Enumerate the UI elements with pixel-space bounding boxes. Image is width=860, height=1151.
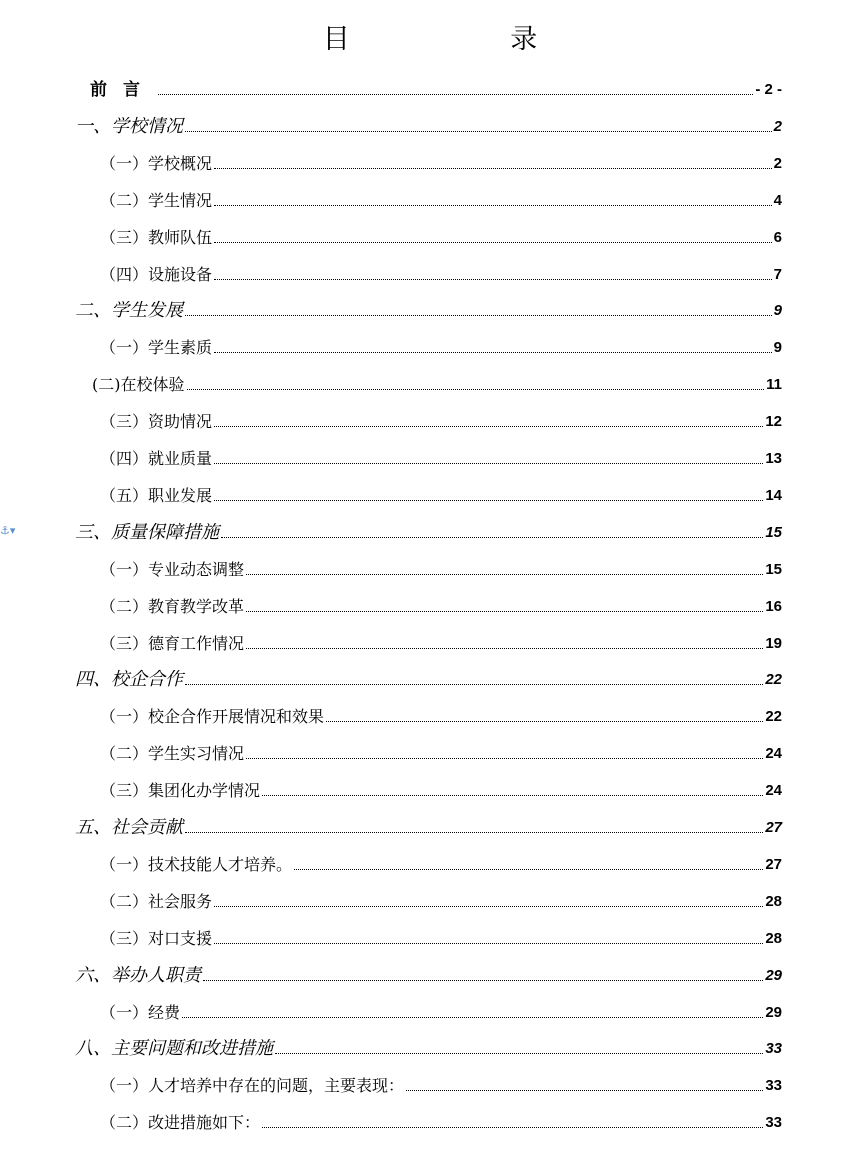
toc-entry[interactable] <box>100 407 782 433</box>
page-title: 目 录 <box>322 24 614 55</box>
toc-leader-dots <box>221 537 763 538</box>
toc-entry-label: 二、学生发展 <box>75 300 183 322</box>
toc-entry-page: 33 <box>765 1077 782 1095</box>
toc-leader-dots <box>187 389 765 390</box>
toc-entry[interactable] <box>100 924 782 950</box>
toc-leader-dots <box>406 1090 763 1091</box>
toc-entry-page: 28 <box>765 892 782 910</box>
toc-entry-page: 12 <box>765 413 782 431</box>
toc-entry-label: （二）教育教学改革 <box>100 596 245 616</box>
toc-entry-label: （二）学生实习情况 <box>100 744 245 764</box>
toc-entry-page: 14 <box>765 486 782 504</box>
toc-entry-label: （一）人才培养中存在的问题，主要表现： <box>100 1076 405 1096</box>
toc-entry[interactable] <box>100 592 782 618</box>
toc-leader-dots <box>326 721 763 722</box>
toc-entry-label: （五）职业发展 <box>100 485 213 505</box>
toc-entry-page: 24 <box>765 745 782 763</box>
toc-entry-page: 19 <box>765 634 782 652</box>
toc-entry-label: （二）社会服务 <box>100 891 213 911</box>
toc-entry-page: 2 <box>773 117 782 135</box>
toc-leader-dots <box>214 500 763 501</box>
toc-entry-page: 27 <box>765 819 782 836</box>
toc-leader-dots <box>214 168 772 169</box>
toc-entry-page: 9 <box>773 339 782 357</box>
toc-entry-label: （一）学校概况 <box>100 153 213 173</box>
toc-entry[interactable] <box>100 555 782 581</box>
toc-leader-dots <box>182 1017 763 1018</box>
toc-entry-label: （三）集团化办学情况 <box>100 781 261 801</box>
toc-entry-page: 9 <box>773 302 782 320</box>
toc-entry[interactable] <box>75 665 782 691</box>
toc-entry-page: 7 <box>773 265 782 283</box>
toc-leader-dots <box>294 869 763 870</box>
toc-entry-label: 八、主要问题和改进措施 <box>75 1038 273 1060</box>
toc-entry-label: 前言 <box>90 80 156 100</box>
toc-leader-dots <box>214 205 772 206</box>
toc-leader-dots <box>214 426 763 427</box>
toc-entry-page: 22 <box>765 708 782 726</box>
toc-entry-label: 四、校企合作 <box>75 669 183 691</box>
toc-entry-page: 15 <box>765 523 782 541</box>
toc-entry-page: 11 <box>766 376 782 394</box>
toc-leader-dots <box>246 758 763 759</box>
toc-entry-label: (二)在校体验 <box>92 375 185 395</box>
toc-leader-dots <box>203 980 763 981</box>
toc-entry-label: （三）德育工作情况 <box>100 633 245 653</box>
toc-entry[interactable] <box>100 223 782 249</box>
toc-entry-page: 24 <box>765 782 782 800</box>
toc-entry[interactable] <box>90 75 782 101</box>
toc-entry-label: （三）对口支援 <box>100 928 213 948</box>
toc-entry-page: 27 <box>765 855 782 873</box>
toc-entry-label: （三）教师队伍 <box>100 227 213 247</box>
toc-entry-page: 6 <box>773 228 782 246</box>
toc-leader-dots <box>158 94 753 95</box>
toc-entry[interactable] <box>100 629 782 655</box>
toc-entry-label: 五、社会贡献 <box>75 817 183 838</box>
toc-entry[interactable] <box>100 998 782 1024</box>
toc-entry-page: - 2 - <box>755 81 782 98</box>
toc-leader-dots <box>185 832 763 833</box>
toc-leader-dots <box>246 611 763 612</box>
toc-entry-label: （一）学生素质 <box>100 338 213 358</box>
toc-entry-label: 三、质量保障措施 <box>75 521 219 543</box>
toc-entry-label: （二）改进措施如下： <box>100 1113 261 1133</box>
toc-leader-dots <box>262 1127 763 1128</box>
toc-leader-dots <box>275 1053 763 1054</box>
toc-leader-dots <box>246 648 763 649</box>
toc-entry[interactable] <box>75 112 782 138</box>
toc-entry-page: 33 <box>765 1040 782 1058</box>
toc-entry-page: 15 <box>765 560 782 578</box>
toc-entry-page: 16 <box>765 597 782 615</box>
toc-entry[interactable] <box>75 1034 782 1060</box>
toc-leader-dots <box>214 906 763 907</box>
toc-entry-page: 2 <box>773 154 782 172</box>
toc-leader-dots <box>185 315 772 316</box>
toc-entry-label: （一）校企合作开展情况和效果 <box>100 707 325 727</box>
toc-leader-dots <box>214 279 772 280</box>
toc-leader-dots <box>246 574 763 575</box>
toc-entry[interactable] <box>100 260 782 286</box>
anchor-marker-icon: ⚓▾ <box>0 524 16 537</box>
toc-entry-page: 13 <box>765 450 782 467</box>
toc-entry[interactable] <box>92 370 782 396</box>
toc-entry-page: 4 <box>773 191 782 209</box>
toc-entry-page: 28 <box>765 929 782 947</box>
toc-entry[interactable] <box>100 1108 782 1134</box>
toc-entry-label: （三）资助情况 <box>100 412 213 432</box>
toc-entry[interactable] <box>75 296 782 322</box>
toc-entry-label: （一）经费 <box>100 1002 181 1022</box>
toc-entry[interactable] <box>100 149 782 175</box>
toc-entry[interactable] <box>100 481 782 507</box>
toc-entry-label: （四）就业质量 <box>100 449 213 468</box>
toc-entry[interactable] <box>100 850 782 876</box>
toc-entry-label: （四）设施设备 <box>100 264 213 284</box>
toc-entry[interactable] <box>100 186 782 212</box>
toc-entry-label: （一）专业动态调整 <box>100 559 245 579</box>
toc-entry-page: 22 <box>765 671 782 689</box>
toc-leader-dots <box>214 943 763 944</box>
toc-entry-page: 33 <box>765 1114 782 1132</box>
toc-entry[interactable] <box>100 444 782 470</box>
toc-entry[interactable] <box>100 1071 782 1097</box>
toc-entry[interactable] <box>75 813 782 839</box>
toc-entry-page: 29 <box>765 1003 782 1021</box>
toc-entry-label: 一、学校情况 <box>75 115 183 137</box>
toc-entry[interactable] <box>100 333 782 359</box>
toc-entry[interactable] <box>75 518 782 544</box>
toc-leader-dots <box>214 242 772 243</box>
toc-entry-label: （一）技术技能人才培养。 <box>100 854 293 874</box>
toc-leader-dots <box>262 795 763 796</box>
toc-entry[interactable] <box>100 887 782 913</box>
toc-entry-label: （二）学生情况 <box>100 190 213 210</box>
toc-entry[interactable] <box>100 776 782 802</box>
toc-leader-dots <box>185 684 763 685</box>
toc-leader-dots <box>214 463 763 464</box>
toc-leader-dots <box>214 352 772 353</box>
toc-entry-page: 29 <box>765 966 782 984</box>
toc-entry-label: 六、举办人职责 <box>75 964 201 986</box>
toc-leader-dots <box>185 131 772 132</box>
toc-entry[interactable] <box>100 739 782 765</box>
toc-entry[interactable] <box>100 702 782 728</box>
toc-entry[interactable] <box>75 961 782 987</box>
